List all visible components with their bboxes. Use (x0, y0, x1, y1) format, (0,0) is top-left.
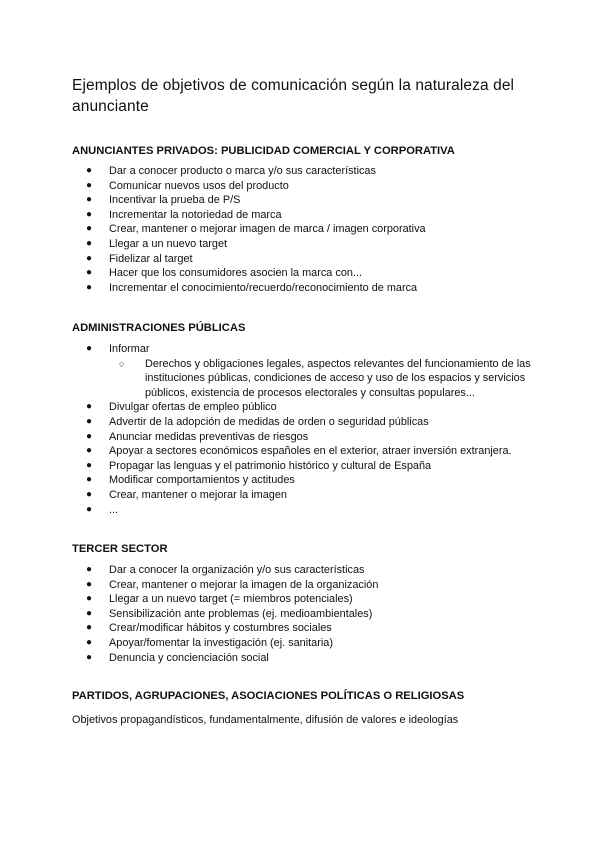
bullet-icon: ● (86, 415, 93, 427)
bullet-icon: ● (86, 445, 93, 457)
section-heading-third-sector: TERCER SECTOR (72, 543, 168, 555)
section-heading-political-religious: PARTIDOS, AGRUPACIONES, ASOCIACIONES POLÍTICAS O RELIGIOSAS (72, 690, 465, 702)
private-advertisers-list (72, 164, 542, 295)
inform-sublist (109, 357, 542, 401)
list-item: ● Propagar las lenguas y el patrimonio histórico y cultural de España (86, 459, 432, 472)
list-item: ● Apoyar/fomentar la investigación (ej. sanitaria) (86, 636, 333, 649)
third-sector-list (72, 563, 542, 665)
bullet-icon: ● (86, 622, 93, 634)
bullet-icon: ● (86, 281, 93, 293)
list-item: ● Informar ○ Derechos y obligaciones legales, aspectos relevantes del funcionamiento de las instituciones públicas, condiciones de acceso y uso de los espacios y servicios públicos, existencia de procesos electorales y consultas populares... (72, 342, 542, 400)
list-item: ● Incentivar la prueba de P/S (86, 194, 241, 207)
list-item: ● Advertir de la adopción de medidas de orden o seguridad públicas (86, 415, 429, 428)
bullet-icon: ● (86, 252, 93, 264)
list-item: ● Incrementar la notoriedad de marca (86, 208, 282, 221)
sub-list-item: ○ Derechos y obligaciones legales, aspectos relevantes del funcionamiento de las instituciones públicas, condiciones de acceso y uso de los espacios y servicios públicos, existencia de procesos electorales y consultas populares... (119, 357, 531, 399)
list-item: ● Crear, mantener o mejorar la imagen de la organización (86, 578, 379, 591)
bullet-icon: ● (86, 208, 93, 220)
political-religious-paragraph: Objetivos propagandísticos, fundamentalmente, difusión de valores e ideologías (72, 714, 459, 726)
bullet-icon: ● (86, 578, 93, 590)
bullet-icon: ● (86, 636, 93, 648)
bullet-icon: ● (86, 267, 93, 279)
bullet-icon: ● (86, 194, 93, 206)
list-item: ● Dar a conocer la organización y/o sus características (86, 564, 365, 576)
list-item: ● Dar a conocer producto o marca y/o sus características (86, 165, 376, 177)
bullet-icon: ● (86, 459, 93, 471)
bullet-icon: ● (86, 503, 93, 515)
bullet-icon: ● (86, 179, 93, 191)
list-item: ● Anunciar medidas preventivas de riesgos (86, 430, 309, 443)
list-item: ● Divulgar ofertas de empleo público (86, 401, 277, 414)
list-item: ● Crear, mantener o mejorar imagen de marca / imagen corporativa (86, 223, 426, 236)
list-item: ● Crear/modificar hábitos y costumbres sociales (86, 622, 332, 635)
section-heading-public-administrations: ADMINISTRACIONES PÚBLICAS (72, 322, 246, 334)
bullet-icon: ● (86, 564, 93, 575)
list-item: ● Incrementar el conocimiento/recuerdo/reconocimiento de marca (86, 281, 418, 294)
bullet-icon: ● (86, 474, 93, 486)
section-heading-private-advertisers: ANUNCIANTES PRIVADOS: PUBLICIDAD COMERCIAL Y CORPORATIVA (72, 145, 455, 157)
bullet-icon: ● (86, 237, 93, 249)
list-item: ● ... (86, 503, 119, 516)
list-item: ● Crear, mantener o mejorar la imagen (86, 488, 287, 501)
bullet-icon: ● (86, 165, 93, 176)
bullet-icon: ● (86, 651, 93, 663)
bullet-icon: ● (86, 430, 93, 442)
bullet-icon: ● (86, 488, 93, 500)
list-item: ● Apoyar a sectores económicos españoles en el exterior, atraer inversión extranjera. (86, 445, 512, 458)
bullet-icon: ● (86, 593, 93, 605)
hollow-bullet-icon: ○ (119, 358, 125, 369)
list-item: ● Comunicar nuevos usos del producto (86, 179, 289, 192)
list-item: ● Denuncia y concienciación social (86, 651, 269, 664)
bullet-icon: ● (86, 607, 93, 619)
bullet-icon: ● (86, 343, 93, 354)
page-title: Ejemplos de objetivos de comunicación según la naturaleza del anunciante (72, 77, 515, 115)
list-item: ● Llegar a un nuevo target (86, 237, 228, 250)
public-administrations-list (72, 342, 542, 517)
list-item: ● Sensibilización ante problemas (ej. medioambientales) (86, 607, 373, 620)
list-item: ● Llegar a un nuevo target (= miembros potenciales) (86, 593, 353, 606)
list-item: ● Modificar comportamientos y actitudes (86, 474, 295, 487)
bullet-icon: ● (86, 401, 93, 413)
bullet-icon: ● (86, 223, 93, 235)
list-item: ● Hacer que los consumidores asocien la marca con... (86, 267, 363, 280)
list-item: ● Fidelizar al target (86, 252, 193, 265)
